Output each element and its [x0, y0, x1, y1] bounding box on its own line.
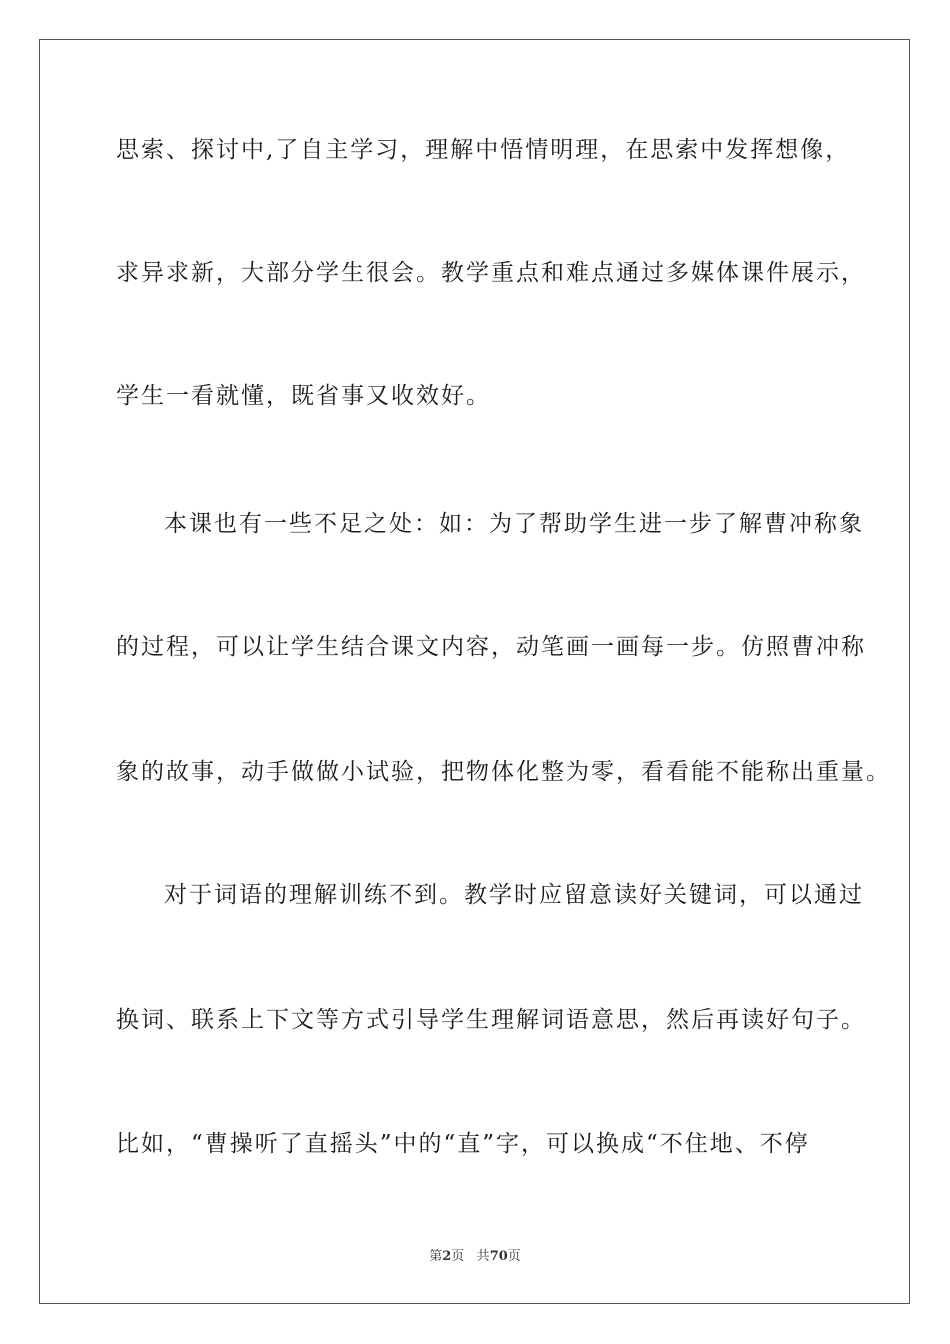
total-prefix: 共 [476, 1249, 490, 1264]
text-line-2: 求异求新，大部分学生很会。教学重点和难点通过多媒体课件展示， [116, 260, 866, 286]
page-border [39, 39, 910, 1304]
total-pages: 70 [489, 1249, 508, 1264]
text-line-9: 比如，“曹操听了直摇头”中的“直”字，可以换成“不住地、不停 [116, 1131, 810, 1157]
text-line-8: 换词、联系上下文等方式引导学生理解词语意思，然后再读好句子。 [116, 1007, 866, 1033]
total-suffix: 页 [507, 1249, 521, 1264]
text-line-1: 思索、探讨中,了自主学习，理解中悟情明理，在思索中发挥想像， [116, 137, 851, 163]
page-suffix: 页 [451, 1249, 465, 1264]
page-number: 2 [442, 1249, 452, 1264]
text-line-5: 的过程，可以让学生结合课文内容，动笔画一画每一步。仿照曹冲称 [116, 634, 866, 660]
page-footer [0, 1245, 950, 1264]
text-line-3: 学生一看就懂，既省事又收效好。 [116, 383, 491, 409]
page-prefix: 第 [429, 1249, 443, 1264]
text-line-4: 本课也有一些不足之处：如：为了帮助学生进一步了解曹冲称象 [164, 511, 864, 537]
text-line-7: 对于词语的理解训练不到。教学时应留意读好关键词，可以通过 [164, 882, 864, 908]
text-line-6: 象的故事，动手做做小试验，把物体化整为零，看看能不能称出重量。 [116, 759, 891, 785]
